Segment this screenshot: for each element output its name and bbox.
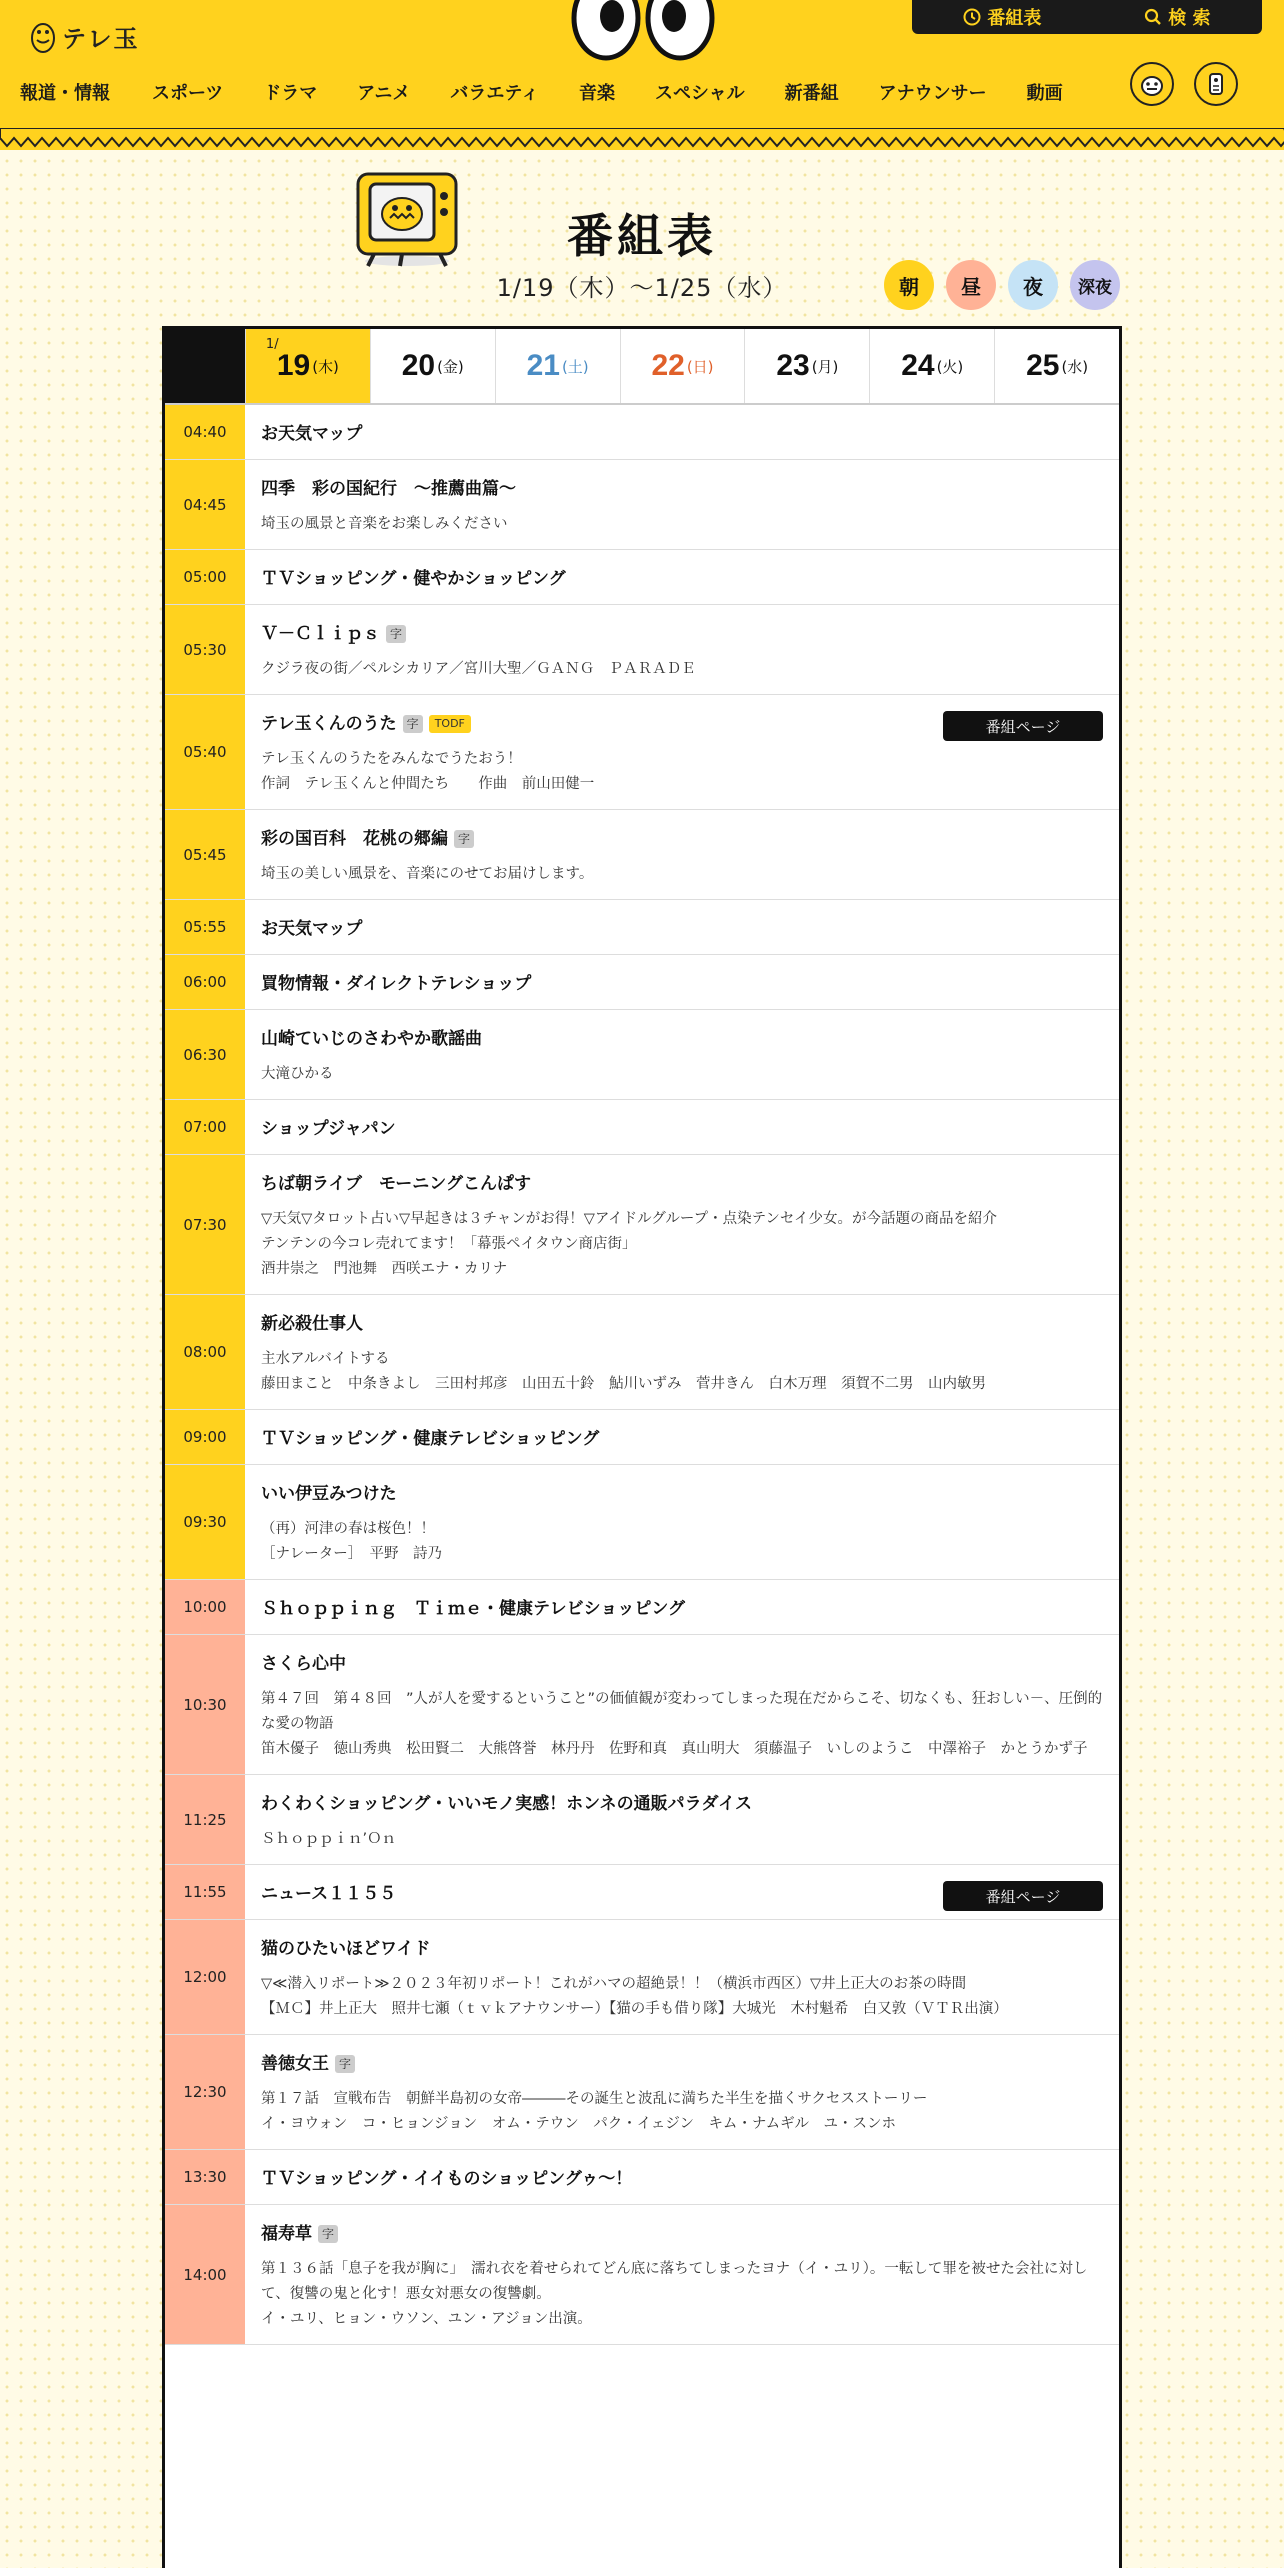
program-title: ショップジャパン	[261, 1119, 396, 1139]
program-title-line	[261, 1651, 1103, 1677]
mascot-link-icon[interactable]	[1130, 62, 1174, 106]
nav-video[interactable]: 動画	[1026, 83, 1063, 104]
program-time: 05:55	[165, 900, 245, 954]
program-time: 06:00	[165, 955, 245, 1009]
program-title: 買物情報・ダイレクトテレショップ	[261, 974, 532, 994]
site-logo[interactable]	[30, 16, 140, 56]
program-title: 四季 彩の国紀行 ～推薦曲篇～	[261, 479, 516, 499]
program-time: 05:40	[165, 695, 245, 809]
nav-icon-links	[1130, 62, 1238, 106]
tod-night-label: 夜	[1023, 274, 1043, 299]
program-row	[165, 1295, 1119, 1410]
tod-late-night-button[interactable]	[1070, 260, 1120, 310]
program-title: ＴＶショッピング・健康テレビショッピング	[261, 1429, 600, 1449]
program-row	[165, 1155, 1119, 1295]
program-cell[interactable]	[245, 1920, 1119, 2034]
date-range: 1/19（木）〜1/25（水）	[496, 274, 788, 302]
program-title-line	[261, 1936, 1103, 1962]
program-time: 07:00	[165, 1100, 245, 1154]
nav-special[interactable]: スペシャル	[654, 83, 745, 104]
program-cell[interactable]	[245, 1465, 1119, 1579]
program-row	[165, 810, 1119, 900]
program-title-line	[261, 971, 1103, 997]
program-cell[interactable]	[245, 1155, 1119, 1294]
program-time: 11:25	[165, 1775, 245, 1864]
program-cell[interactable]	[245, 1775, 1119, 1864]
todf-badge: TODF	[429, 715, 471, 733]
program-title-line	[261, 1791, 1103, 1817]
program-cell[interactable]	[245, 605, 1119, 694]
program-description: （再）河津の春は桜色！！ ［ナレーター］ 平野 詩乃	[261, 1521, 442, 1562]
day-tab-22[interactable]	[620, 329, 745, 403]
tod-morning-button[interactable]	[884, 260, 934, 310]
program-title-line	[261, 1596, 1103, 1622]
program-description: 主水アルバイトする 藤田まこと 中条きよし 三田村邦彦 山田五十鈴 鮎川いずみ 菅井きん 白木万理 須賀不二男 山内敏男	[261, 1351, 986, 1392]
program-title: テレ玉くんのうた	[261, 714, 397, 734]
tod-night-button[interactable]	[1008, 260, 1058, 310]
day-number: 24	[901, 349, 935, 382]
day-tab-20[interactable]	[370, 329, 495, 403]
program-title-line	[261, 1311, 1103, 1337]
day-tabs	[165, 329, 1119, 405]
program-title-line	[261, 1171, 1103, 1197]
day-of-week: (火)	[936, 357, 964, 376]
main-nav	[20, 72, 1063, 112]
day-of-week: (水)	[1061, 357, 1089, 376]
day-number: 25	[1026, 349, 1060, 382]
program-title: Ｖ－Ｃｌｉｐｓ	[261, 624, 380, 644]
program-description: 埼玉の風景と音楽をお楽しみください	[261, 516, 508, 532]
day-month: 1/	[265, 337, 279, 352]
program-title: 福寿草	[261, 2224, 312, 2244]
day-of-week: (土)	[561, 357, 589, 376]
program-title: いい伊豆みつけた	[261, 1484, 397, 1504]
program-description: ▽天気▽タロット占い▽早起きは３チャンがお得！▽アイドルグループ・点染テンセイ少女。が今話題の商品を紹介 テンテンの今コレ売れてます！「幕張ペイタウン商店街」 酒井崇之 門池舞 西咲エナ・カリナ	[261, 1211, 997, 1277]
top-button-bar	[912, 0, 1262, 34]
program-title-line	[261, 1116, 1103, 1142]
mascot-face-icon	[1137, 69, 1167, 99]
program-description: 大滝ひかる	[261, 1066, 334, 1082]
nav-drama[interactable]: ドラマ	[263, 83, 318, 104]
program-page-button[interactable]: 番組ページ	[943, 1881, 1103, 1911]
program-row	[165, 1465, 1119, 1580]
program-title-line	[261, 1026, 1103, 1052]
program-row	[165, 1410, 1119, 1465]
mascot-eyes-icon	[568, 0, 718, 62]
schedule-button-label: 番組表	[987, 8, 1042, 29]
nav-sports[interactable]: スポーツ	[152, 83, 224, 104]
program-row	[165, 1100, 1119, 1155]
program-cell[interactable]	[245, 695, 1119, 809]
page-title: 番組表	[567, 209, 717, 263]
program-page-button[interactable]: 番組ページ	[943, 711, 1103, 741]
program-time: 14:00	[165, 2205, 245, 2344]
program-title-line	[261, 2166, 1103, 2192]
program-cell[interactable]	[245, 955, 1119, 1009]
program-row	[165, 405, 1119, 460]
program-title: お天気マップ	[261, 424, 363, 444]
program-title: 山崎ていじのさわやか歌謡曲	[261, 1029, 482, 1049]
program-title: ちば朝ライブ モーニングこんぱす	[261, 1174, 531, 1194]
program-title: ＴＶショッピング・イイものショッピングゥ～！	[261, 2169, 633, 2189]
day-number: 21	[526, 349, 560, 382]
nav-news[interactable]: 報道・情報	[20, 83, 110, 104]
program-row	[165, 460, 1119, 550]
day-number: 20	[401, 349, 436, 382]
search-icon	[1144, 8, 1162, 26]
program-time: 12:00	[165, 1920, 245, 2034]
clock-icon	[963, 8, 981, 26]
program-time: 06:30	[165, 1010, 245, 1099]
program-row	[165, 1920, 1119, 2035]
day-tab-23[interactable]	[744, 329, 869, 403]
search-button[interactable]	[1144, 4, 1210, 30]
program-time: 13:30	[165, 2150, 245, 2204]
program-cell[interactable]	[245, 810, 1119, 899]
program-list	[165, 405, 1119, 2345]
day-tab-25[interactable]	[994, 329, 1119, 403]
tod-noon-label: 昼	[961, 274, 981, 299]
subtitle-badge: 字	[335, 2055, 355, 2073]
program-row	[165, 900, 1119, 955]
program-time: 05:00	[165, 550, 245, 604]
program-row	[165, 2150, 1119, 2205]
program-title-line	[261, 621, 1103, 647]
subtitle-badge: 字	[318, 2225, 338, 2243]
subtitle-badge: 字	[403, 715, 423, 733]
program-row	[165, 1865, 1119, 1920]
program-row	[165, 695, 1119, 810]
header-zigzag-edge	[0, 128, 1284, 150]
day-of-week: (月)	[811, 357, 839, 376]
program-cell[interactable]	[245, 460, 1119, 549]
mascot-logo-icon	[30, 18, 56, 54]
day-tab-19[interactable]	[245, 329, 370, 403]
time-of-day-filter	[884, 260, 1120, 310]
program-description: 第１３６話「息子を我が胸に」 濡れ衣を着せられてどん底に落ちてしまったヨナ（イ・ユリ）。一転して罪を被せた会社に対して、復讐の鬼と化す！悪女対悪女の復讐劇。 イ・ユリ、ヒョン・ウソン、ユン・アジョン出演。	[261, 2261, 1088, 2327]
program-description: 第４７回 第４８回 ”人が人を愛するということ”の価値観が変わってしまった現在だからこそ、切なくも、狂おしい－、圧倒的な愛の物語 笛木優子 徳山秀典 松田賢二 大熊啓誉 林丹丹 佐野和真 真山明大 須藤温子 いしのようこ 中澤裕子 かとうかず子	[261, 1691, 1103, 1757]
program-row	[165, 1580, 1119, 1635]
program-cell[interactable]	[245, 2150, 1119, 2204]
program-description: 埼玉の美しい風景を、音楽にのせてお届けします。	[261, 866, 594, 882]
program-title: ＴＶショッピング・健やかショッピング	[261, 569, 566, 589]
program-cell[interactable]	[245, 2205, 1119, 2344]
program-time: 10:30	[165, 1635, 245, 1774]
program-title: Ｓｈｏｐｐｉｎｇ Ｔｉｍｅ・健康テレビショッピング	[261, 1599, 685, 1619]
day-header-corner	[165, 329, 245, 403]
schedule-button[interactable]	[963, 4, 1041, 30]
program-cell[interactable]	[245, 550, 1119, 604]
program-time: 09:30	[165, 1465, 245, 1579]
program-cell[interactable]	[245, 1100, 1119, 1154]
program-row	[165, 2035, 1119, 2150]
program-cell[interactable]	[245, 1295, 1119, 1409]
day-tab-21[interactable]	[495, 329, 620, 403]
program-description: Ｓｈｏｐｐｉｎ’Ｏｎ	[261, 1831, 397, 1847]
program-title-line	[261, 476, 1103, 502]
program-time: 04:45	[165, 460, 245, 549]
schedule-table	[162, 326, 1122, 2568]
day-of-week: (金)	[437, 357, 464, 376]
program-title: 善徳女王	[261, 2054, 329, 2074]
program-time: 07:30	[165, 1155, 245, 1294]
program-row	[165, 605, 1119, 695]
program-title-line	[261, 826, 1103, 852]
nav-music[interactable]: 音楽	[578, 83, 615, 104]
program-cell[interactable]	[245, 1580, 1119, 1634]
program-title-line	[261, 2221, 1103, 2247]
subtitle-badge: 字	[454, 830, 474, 848]
program-cell[interactable]	[245, 1010, 1119, 1099]
tv-remote-icon	[1201, 69, 1231, 99]
program-time: 05:30	[165, 605, 245, 694]
tod-morning-label: 朝	[899, 274, 919, 299]
program-title-line	[261, 2051, 1103, 2077]
program-cell[interactable]	[245, 405, 1119, 459]
day-number: 22	[651, 349, 685, 382]
day-of-week: (日)	[686, 357, 714, 376]
data-broadcast-link-icon[interactable]	[1194, 62, 1238, 106]
program-title-line	[261, 566, 1103, 592]
program-title-line	[261, 1426, 1103, 1452]
program-title-line	[261, 916, 1103, 942]
program-row	[165, 550, 1119, 605]
program-time: 12:30	[165, 2035, 245, 2149]
program-description: ▽≪潜入リポート≫２０２３年初リポート！これがハマの超絶景！！（横浜市西区）▽井上正大のお茶の時間 【ＭＣ】井上正大 照井七瀬（ｔｖｋアナウンサー）【猫の手も借り隊】大城光 木村魁希 白又敦（ＶＴＲ出演）	[261, 1976, 1008, 2017]
program-cell[interactable]	[245, 1635, 1119, 1774]
tod-noon-button[interactable]	[946, 260, 996, 310]
program-time: 11:55	[165, 1865, 245, 1919]
day-tab-24[interactable]	[869, 329, 994, 403]
program-title: 猫のひたいほどワイド	[261, 1939, 431, 1959]
program-time: 04:40	[165, 405, 245, 459]
day-number: 23	[776, 349, 810, 382]
subtitle-badge: 字	[386, 625, 406, 643]
program-title-line	[261, 421, 1103, 447]
program-row	[165, 2205, 1119, 2345]
tod-late-night-label: 深夜	[1078, 277, 1112, 298]
program-row	[165, 955, 1119, 1010]
logo-text: テレ玉	[62, 24, 140, 53]
nav-variety[interactable]: バラエティ	[450, 83, 539, 104]
search-button-label: 検 索	[1168, 8, 1211, 29]
program-title: わくわくショッピング・いいモノ実感！ホンネの通販パラダイス	[261, 1794, 752, 1814]
program-description: クジラ夜の街／ペルシカリア／宮川大聖／ＧＡＮＧ ＰＡＲＡＤＥ	[261, 661, 696, 677]
program-description: テレ玉くんのうたをみんなでうたおう！ 作詞 テレ玉くんと仲間たち 作曲 前山田健一	[261, 751, 595, 792]
program-title: ニュース１１５５	[261, 1884, 397, 1904]
program-cell[interactable]	[245, 900, 1119, 954]
program-title: 新必殺仕事人	[261, 1314, 363, 1334]
program-time: 05:45	[165, 810, 245, 899]
program-title-line	[261, 1481, 1103, 1507]
nav-announcer[interactable]: アナウンサー	[878, 83, 987, 104]
program-cell[interactable]	[245, 2035, 1119, 2149]
program-row	[165, 1775, 1119, 1865]
program-row	[165, 1010, 1119, 1100]
program-description: 第１７話 宣戦布告 朝鮮半島初の女帝―――その誕生と波乱に満ちた半生を描くサクセスストーリー イ・ヨウォン コ・ヒョンジョン オム・テウン パク・イェジン キム・ナムギル ユ・スンホ	[261, 2091, 928, 2132]
program-time: 09:00	[165, 1410, 245, 1464]
day-number: 19	[276, 349, 311, 382]
program-title: お天気マップ	[261, 919, 363, 939]
program-title: 彩の国百科 花桃の郷編	[261, 829, 448, 849]
program-cell[interactable]	[245, 1865, 1119, 1919]
program-row	[165, 1635, 1119, 1775]
day-of-week: (木)	[312, 357, 339, 376]
nav-anime[interactable]: アニメ	[357, 83, 411, 104]
nav-new-programs[interactable]: 新番組	[784, 83, 839, 104]
program-cell[interactable]	[245, 1410, 1119, 1464]
program-time: 08:00	[165, 1295, 245, 1409]
program-time: 10:00	[165, 1580, 245, 1634]
program-title: さくら心中	[261, 1654, 346, 1674]
